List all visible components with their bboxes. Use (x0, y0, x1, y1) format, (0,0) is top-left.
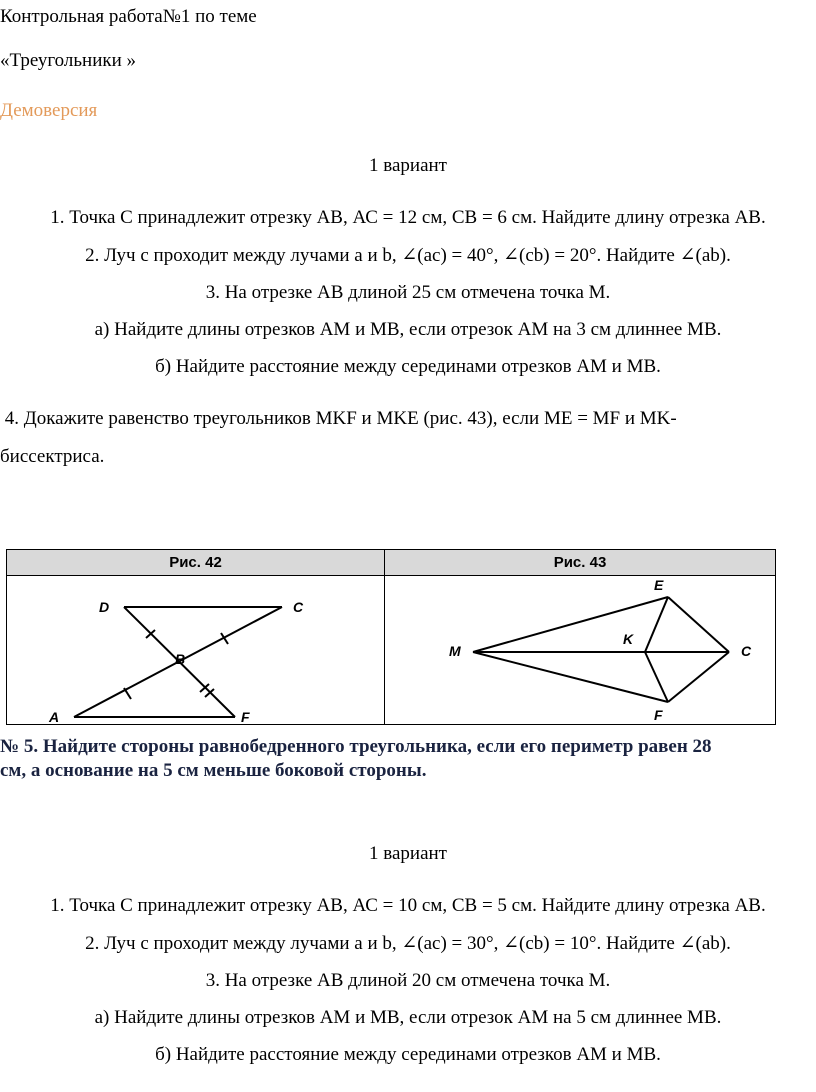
label-m: M (449, 643, 461, 659)
label-e: E (654, 577, 664, 593)
fig-42-diagram (7, 576, 384, 724)
segment-fc (668, 652, 729, 702)
fig-42-caption: Рис. 42 (7, 550, 384, 576)
variant-1-task-3: 3. На отрезке АВ длиной 25 см отмечена точка М. (205, 282, 611, 303)
fig-43-caption: Рис. 43 (385, 550, 775, 576)
title-line-2: «Треугольники » (0, 50, 137, 71)
variant-1-task-3a: а) Найдите длины отрезков АМ и МВ, если отрезок АМ на 3 см длиннее МВ. (94, 319, 722, 340)
segment-kf (645, 652, 668, 702)
label-b: B (175, 651, 186, 667)
variant-2-task-3a: а) Найдите длины отрезков АМ и МВ, если отрезок АМ на 5 см длиннее МВ. (94, 1007, 722, 1028)
variant-1-task-1: 1. Точка С принадлежит отрезку АВ, АС = 12 см, СВ = 6 см. Найдите длину отрезка АВ. (50, 207, 766, 228)
variant-1-task-2: 2. Луч с проходит между лучами а и b, ∠(ac) = 40°, ∠(cb) = 20°. Найдите ∠(ab). (85, 245, 731, 266)
segment-mf (473, 652, 668, 702)
label-c: C (293, 599, 304, 615)
label-f: F (241, 709, 250, 724)
variant-2-task-3: 3. На отрезке АВ длиной 20 см отмечена точка М. (205, 970, 611, 991)
segment-ec (668, 597, 729, 652)
segment-ef (645, 597, 668, 652)
variant-2-task-2: 2. Луч с проходит между лучами а и b, ∠(ac) = 30°, ∠(cb) = 10°. Найдите ∠(ab). (85, 933, 731, 954)
label-d: D (99, 599, 110, 615)
variant-1-heading: 1 вариант (369, 155, 447, 176)
demo-label: Демоверсия (0, 100, 98, 121)
label-f43: F (654, 707, 663, 723)
variant-1-task-4-line-1: 4. Докажите равенство треугольников MKF и MKE (рис. 43), если ME = MF и MK- (0, 408, 677, 429)
label-k: K (623, 631, 634, 647)
variant-1-task-5-line-1: № 5. Найдите стороны равнобедренного треугольника, если его периметр равен 28 (0, 736, 712, 757)
variant-1-task-3b: б) Найдите расстояние между серединами отрезков АМ и МВ. (155, 356, 661, 377)
label-c43: C (741, 643, 752, 659)
title-line-1: Контрольная работа№1 по теме (0, 6, 257, 27)
variant-2-task-3b: б) Найдите расстояние между серединами отрезков АМ и МВ. (155, 1044, 661, 1065)
variant-2-task-1: 1. Точка С принадлежит отрезку АВ, АС = 10 см, СВ = 5 см. Найдите длину отрезка АВ. (50, 895, 766, 916)
fig-43-diagram (385, 576, 775, 724)
variant-2-heading: 1 вариант (369, 843, 447, 864)
variant-1-task-4-line-2: биссектриса. (0, 446, 105, 467)
variant-1-task-5-line-2: см, а основание на 5 см меньше боковой стороны. (0, 760, 427, 781)
figures-table (6, 549, 776, 725)
segment-me (473, 597, 668, 652)
label-a: A (49, 709, 60, 724)
